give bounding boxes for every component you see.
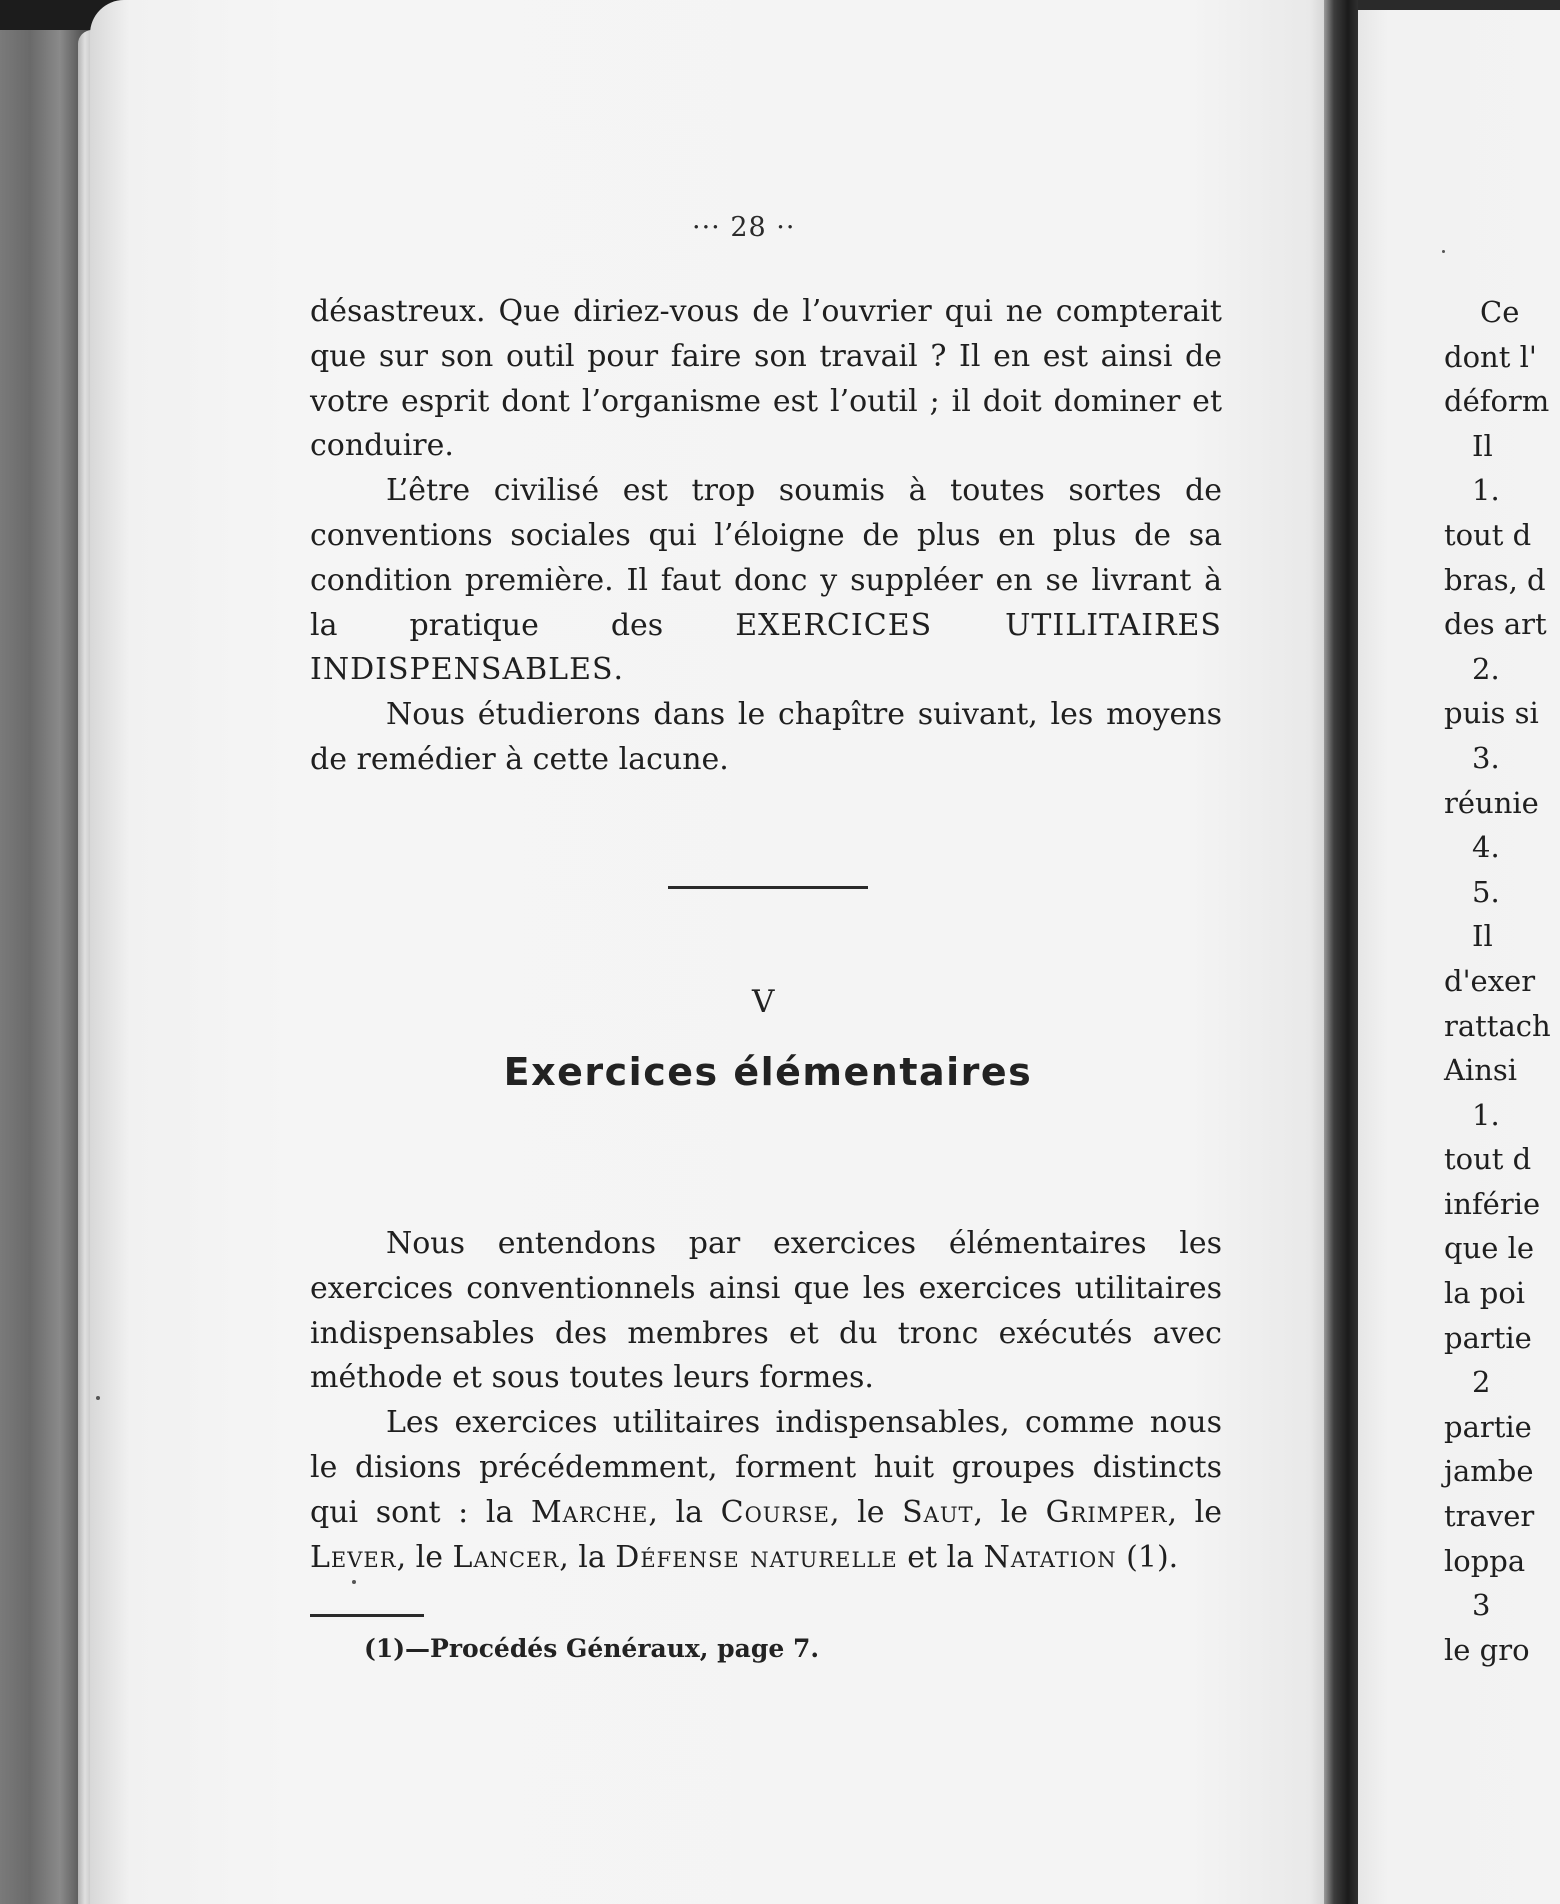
text-line-fragment: 5. bbox=[1472, 874, 1500, 909]
text-line-fragment: le gro bbox=[1444, 1632, 1530, 1667]
text-line-fragment: Ainsi bbox=[1444, 1053, 1518, 1088]
text-line-fragment: 1. bbox=[1472, 473, 1500, 508]
text-line-fragment: tout d bbox=[1444, 1142, 1532, 1177]
emphasis-text: EXERCICES UTILITAIRES INDISPENSABLES bbox=[310, 607, 1222, 688]
text-line-fragment: Il bbox=[1472, 428, 1493, 463]
text-line-fragment: 2. bbox=[1472, 651, 1500, 686]
scan-speck bbox=[352, 1580, 356, 1584]
text-line-fragment: traver bbox=[1444, 1499, 1535, 1534]
paragraph: Nous entendons par exercices élémentaires les exercices conventionnels ainsi que les exercices utilitaires indispensables des membres et du tronc exécutés avec méthode et sous toutes leurs formes. bbox=[310, 1226, 1222, 1396]
scan-speck bbox=[96, 1396, 100, 1400]
book-gutter bbox=[1324, 0, 1358, 1904]
paragraph: désastreux. Que diriez-vous de l’ouvrier qui ne compterait que sur son outil pour faire son travail ? Il en est ainsi de votre esprit dont l’organisme est l’outil ; il doit dominer et conduire. bbox=[310, 294, 1222, 464]
chapter-title: Exercices élémentaires bbox=[503, 1050, 1033, 1094]
text-line-fragment: que le bbox=[1444, 1231, 1535, 1266]
right-page-text bbox=[1444, 290, 1560, 1672]
paragraph: Nous étudierons dans le chapître suivant, les moyens de remédier à cette lacune. bbox=[310, 697, 1222, 777]
text-line-fragment: d'exer bbox=[1444, 963, 1536, 998]
scanner-top-shadow-right bbox=[1358, 0, 1560, 10]
text-line-fragment: tout d bbox=[1444, 517, 1532, 552]
text-line-fragment: Il bbox=[1472, 919, 1493, 954]
text-line-fragment: 4. bbox=[1472, 830, 1500, 865]
text-line-fragment: partie bbox=[1444, 1409, 1532, 1444]
paragraph: Les exercices utilitaires indispensables, comme nous le disions précédemment, forment huit groupes distincts qui sont : la Marche, la Course, le Saut, le Grimper, le Lever, le Lancer, la Défense naturelle et la Natation (1). bbox=[310, 1405, 1222, 1575]
left-page bbox=[90, 0, 1330, 1904]
text-line-fragment: 3 bbox=[1472, 1588, 1491, 1623]
group-name: Natation bbox=[983, 1539, 1117, 1575]
text-line-fragment: partie bbox=[1444, 1320, 1532, 1355]
footnote-divider bbox=[310, 1614, 424, 1617]
text-block-bottom bbox=[310, 1222, 1222, 1580]
text-line-fragment: puis si bbox=[1444, 696, 1539, 731]
text-line-fragment: rattach bbox=[1444, 1008, 1551, 1043]
chapter-number: V bbox=[752, 984, 775, 1020]
text-line-fragment: 3. bbox=[1472, 740, 1500, 775]
group-name: Marche bbox=[530, 1494, 649, 1530]
text-line-fragment: inférie bbox=[1444, 1186, 1541, 1221]
text-line-fragment: déform bbox=[1444, 384, 1550, 419]
text-line-fragment: 1. bbox=[1472, 1097, 1500, 1132]
group-name: Grimper bbox=[1045, 1494, 1168, 1530]
text-line-fragment: jambe bbox=[1444, 1454, 1534, 1489]
section-divider bbox=[668, 886, 868, 889]
group-name: Lancer bbox=[452, 1539, 560, 1575]
page-number: ··· 28 ·· bbox=[692, 212, 796, 243]
text-line-fragment: 2 bbox=[1472, 1365, 1491, 1400]
text-line-fragment: Ce bbox=[1480, 295, 1520, 329]
text-line-fragment: bras, d bbox=[1444, 562, 1546, 597]
text-line-fragment: loppa bbox=[1444, 1543, 1526, 1578]
text-line-fragment: réunie bbox=[1444, 785, 1539, 820]
text-line-fragment: dont l' bbox=[1444, 339, 1537, 374]
text-line-fragment: des art bbox=[1444, 607, 1547, 642]
group-name: Course bbox=[720, 1494, 831, 1530]
scan-speck bbox=[1442, 250, 1445, 253]
group-name: Défense naturelle bbox=[615, 1539, 898, 1575]
group-name: Saut bbox=[902, 1494, 974, 1530]
text-line-fragment: la poi bbox=[1444, 1276, 1526, 1311]
paragraph: L’être civilisé est trop soumis à toutes sortes de conventions sociales qui l’éloigne de plus en plus de sa condition première. Il faut donc y suppléer en se livrant à la pratique des EXERCICES UTILITAIRES INDISPENSABLES. bbox=[310, 473, 1222, 688]
text-block-top bbox=[310, 290, 1222, 783]
group-name: Lever bbox=[310, 1539, 397, 1575]
footnote: (1)—Procédés Généraux, page 7. bbox=[364, 1634, 820, 1663]
